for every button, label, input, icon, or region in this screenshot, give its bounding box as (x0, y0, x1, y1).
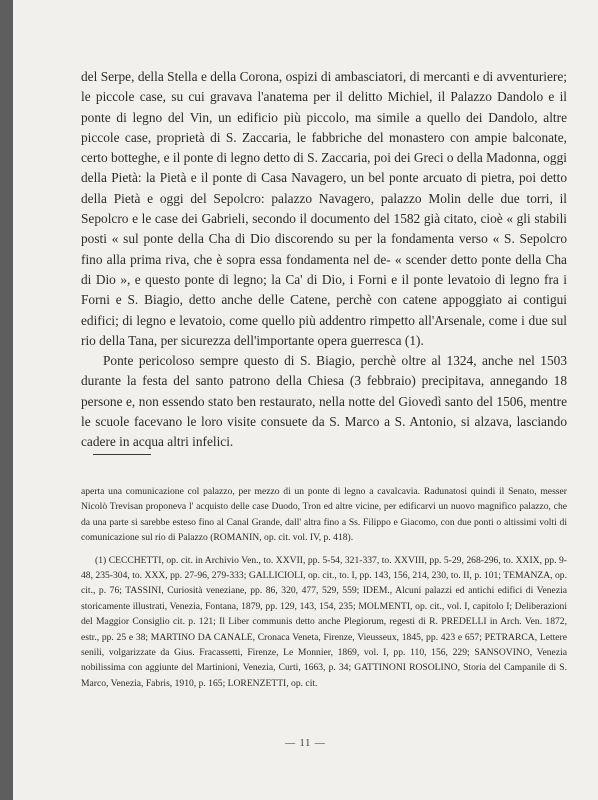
paragraph-2: Ponte pericoloso sempre questo di S. Biagio, perchè oltre al 1324, anche nel 1503 durante la festa del santo patrono della Chiesa (3 febbraio) precipitava, annegando 18 persone e, non essendo stato ben restaurato, nella notte del Giovedì santo del 1506, mentre le scuole facevano le loro visite consuete da S. Marco a S. Antonio, si alzava, lasciando cadere in acqua altri infelici. (81, 353, 567, 450)
book-page (13, 0, 598, 800)
footnotes (81, 484, 567, 691)
paragraph-1: del Serpe, della Stella e della Corona, ospizi di ambasciatori, di mercanti e di avventuriere; le piccole case, su cui gravava l'anatema per il delitto Michiel, il Palazzo Dandolo e il ponte di legno del Vin, un edificio più piccolo, ma simile a quello dei Dandolo, altre piccole case, proprietà di S. Zaccaria, le fabbriche del monastero con ampie balconate, certo botteghe, e il ponte di legno detto di S. Zaccaria, poi dei Greci o della Madonna, oggi della Pietà: la Pietà e il ponte di Casa Navagero, un bel ponte arcuato di pietra, poi detto della Pietà e oggi del Sepolcro: palazzo Navagero, palazzo Molin delle due torri, il Sepolcro e le case dei Gabrieli, secondo il documento del 1582 già citato, cioè « gli stabili posti « sul ponte della Cha di Dio discorendo su per la fondamenta verso « S. Sepolcro fino alla prima riva, che è sopra essa fondamenta nel de- « scender detto ponte della Cha di Dio », e questo ponte di legno; la Ca' di Dio, i Forni e il ponte levatoio di legno fra i Forni e S. Biagio, detto anche delle Catene, perchè con catene appoggiato ai contigui edifici; di legno e levatoio, come quello più addentro rimpetto all'Arsenale, come i due sul rio della Tana, per sicurezza dell'importante opera guerresca (1). (81, 69, 567, 348)
footnote-separator (93, 454, 151, 455)
footnote-1: (1) CECCHETTI, op. cit. in Archivio Ven., to. XXVII, pp. 5-54, 321-337, to. XXVIII, pp. 5-29, 268-296, to. XXIX, pp. 9-48, 235-304, to. XXX, pp. 27-96, 279-333; GALLICIOLI, op. cit., to. I, pp. 143, 156, 214, 230, to. II, p. 101; TEMANZA, op. cit., p. 76; TASSINI, Curiosità veneziane, pp. 86, 320, 477, 529, 559; IDEM., Alcuni palazzi ed antichi edifici di Venezia storicamente illustrati, Venezia, Fontana, 1879, pp. 129, 143, 154, 235; MOLMENTI, op. cit., vol. I, capitolo I; Deliberazioni del Maggior Consiglio cit. p. 121; Il Liber communis detto anche Plegiorum, regesti di R. PREDELLI in Arch. Ven. 1872, estr., pp. 25 e 38; MARTINO DA CANALE, Cronaca Veneta, Firenze, Vieusseux, 1845, pp. 423 e 657; PETRARCA, Lettere senili, volgarizzate da Gius. Fracassetti, Firenze, Le Monnier, 1869, vol. I, pp. 110, 156, 229; SANSOVINO, Venezia nobilissima con aggiunte del Martinioni, Venezia, Curti, 1663, p. 34; GATTINONI ROSOLINO, Storia del Campanile di S. Marco, Venezia, Fabris, 1910, p. 165; LORENZETTI, op. cit. (81, 554, 567, 689)
footnote-continuation: aperta una comunicazione col palazzo, per mezzo di un ponte di legno a cavalcavia. Radunatosi quindi il Senato, messer Nicolò Trevisan proponeva l' acquisto delle case Duodo, Tron ed altre vicine, per edificarvi un nuovo magnifico palazzo, che da una parte si sarebbe esteso fino al Canal Grande, dall' altra fino a Ss. Filippo e Giacomo, con due ponti o altissimi volti di comunicazione sul rio di Palazzo (ROMANIN, op. cit. vol. IV, p. 418). (81, 486, 567, 544)
main-text (81, 67, 567, 453)
page-number: — 11 — (285, 738, 326, 749)
